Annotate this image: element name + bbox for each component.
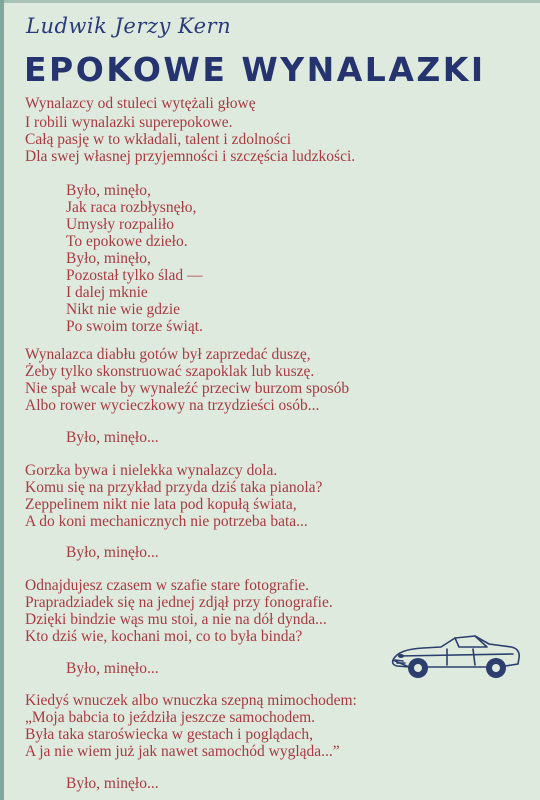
poem-line: A do koni mechanicznych nie potrzeba bata... <box>25 513 308 530</box>
poem-line: Odnajdujesz czasem w szafie stare fotografie. <box>25 577 310 594</box>
poem-line: Było, minęło... <box>66 544 159 561</box>
poem-line: Wynalazca diabłu gotów był zaprzedać duszę, <box>25 346 311 363</box>
poem-line: Było, minęło, <box>66 182 151 199</box>
poem-line: Całą pasję w to wkładali, talent i zdolności <box>25 131 292 148</box>
poem-line: Nie spał wcale by wynaleźć przeciw burzom sposób <box>25 380 350 397</box>
poem-line: Pozostał tylko ślad — <box>66 267 203 284</box>
poem-line: Była taka staroświecka w gestach i poglądach, <box>25 726 313 743</box>
author-name: Ludwik Jerzy Kern <box>26 14 232 38</box>
poem-line: Dzięki bindzie wąs mu stoi, a nie na dół dynda... <box>25 611 327 628</box>
poem-line: Było, minęło... <box>66 429 159 446</box>
poem-line: To epokowe dzieło. <box>66 233 188 250</box>
poem-line: Zeppelinem nikt nie lata pod kopułą świata, <box>25 496 297 513</box>
poem-line: Kto dziś wie, kochani moi, co to była binda? <box>25 628 303 645</box>
poem-line: Kiedyś wnuczek albo wnuczka szepną mimochodem: <box>25 692 357 709</box>
poem-line: Dla swej własnej przyjemności i szczęścia ludzkości. <box>25 148 356 165</box>
poem-title: EPOKOWE WYNALAZKI <box>24 50 486 89</box>
poem-line: Nikt nie wie gdzie <box>66 301 181 318</box>
poem-line: Prapradziadek się na jednej zdjął przy fonografie. <box>25 594 333 611</box>
poem-line: Komu się na przykład przyda dziś taka pianola? <box>25 479 323 496</box>
poem-line: Po swoim torze świąt. <box>66 318 203 335</box>
poem-line: Było, minęło... <box>66 775 159 792</box>
poem-line: Jak raca rozbłysnęło, <box>66 199 197 216</box>
poem-line: Umysły rozpaliło <box>66 216 175 233</box>
poem-line: A ja nie wiem już jak nawet samochód wygląda...” <box>25 743 340 760</box>
poem-line: I robili wynalazki superepokowe. <box>25 114 233 131</box>
poem-line: Było, minęło, <box>66 250 151 267</box>
poem-line: Wynalazcy od stuleci wytężali głowę <box>25 95 256 112</box>
poem-line: Gorzka bywa i nielekka wynalazcy dola. <box>25 462 278 479</box>
poem-line: „Moja babcia to jeździła jeszcze samochodem. <box>25 709 316 726</box>
poem-line: Było, minęło... <box>66 660 159 677</box>
poem-line: I dalej mknie <box>66 284 148 301</box>
poem-line: Żeby tylko skonstruować szapoklak lub kuszę. <box>25 363 315 380</box>
poem-line: Albo rower wycieczkowy na trzydzieści osób... <box>25 397 320 414</box>
car-illustration <box>389 630 524 682</box>
